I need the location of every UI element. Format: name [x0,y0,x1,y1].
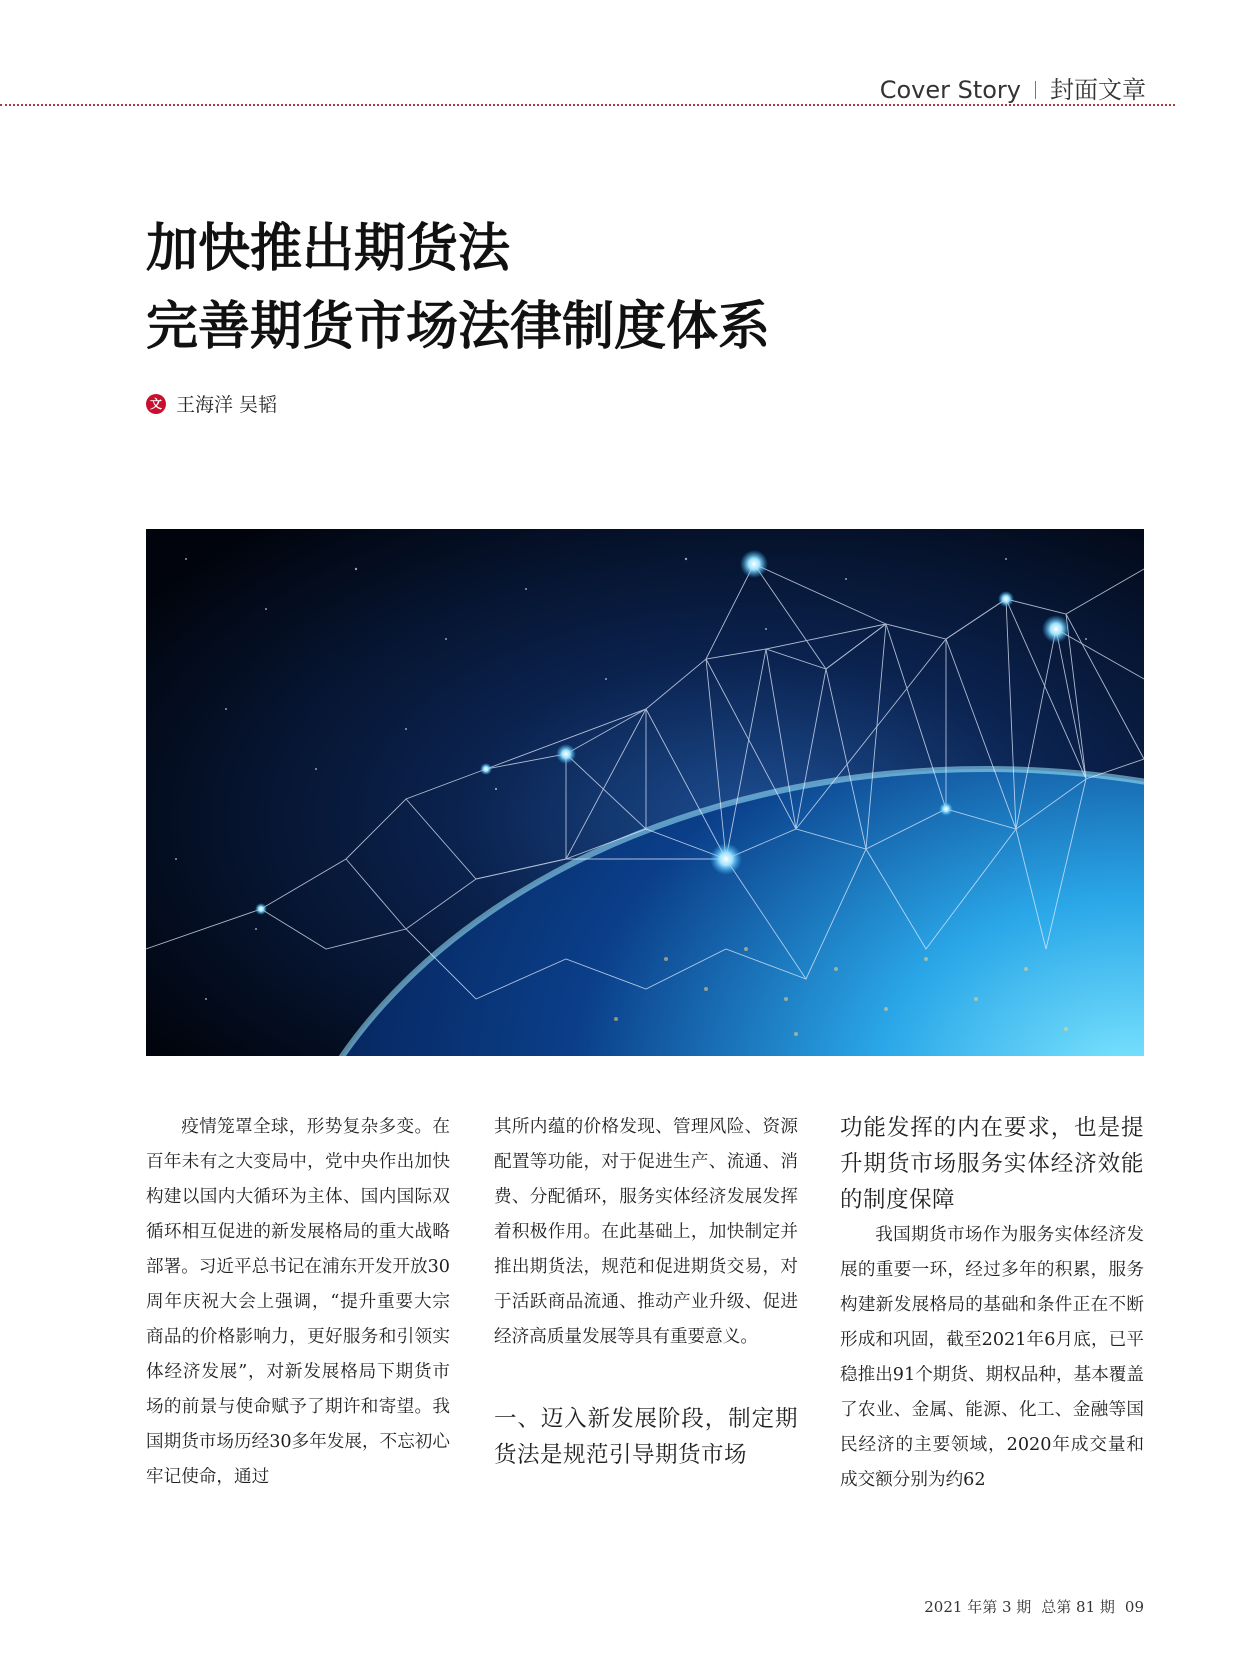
section-label-cn: 封面文章 [1050,76,1146,104]
page-footer [914,1596,1144,1617]
paragraph-section-1: 我国期货市场作为服务实体经济发展的重要一环，经过多年的积累，服务构建新发展格局的基础和条件正在不断形成和巩固，截至2021年6月底，已平稳推出91个期货、期权品种，基本覆盖了农业、金属、能源、化工、金融等国民经济的主要领域，2020年成交量和成交额分别为约62 [840,1225,1144,1490]
text-column-3 [840,1110,1144,1498]
paragraph-intro: 疫情笼罩全球，形势复杂多变。在百年未有之大变局中，党中央作出加快构建以国内大循环为主体、国内国际双循环相互促进的新发展格局的重大战略部署。习近平总书记在浦东开发开放30周年庆祝大会上强调，“提升重要大宗商品的价格影响力，更好服务和引领实体经济发展”，对新发展格局下期货市场的前景与使命赋予了期许和寄望。我国期货市场历经30多年发展，不忘初心牢记使命，通过 [146,1117,450,1487]
authors: 王海洋 吴韬 [176,394,278,416]
author-mark-icon: 文 [146,394,166,414]
header-dotted-rule [0,104,1175,106]
header-divider [1035,81,1036,99]
issue-number: 2021 年第 3 期 [924,1598,1032,1616]
section-label [880,70,1146,105]
text-column-1 [146,1110,450,1495]
globe-network-image [146,529,1144,1056]
page-number: 09 [1124,1598,1144,1616]
paragraph-continued: 其所内蕴的价格发现、管理风险、资源配置等功能，对于促进生产、流通、消费、分配循环，服务实体经济发展发挥着积极作用。在此基础上，加快制定并推出期货法，规范和促进期货交易，对于活跃商品流通、推动产业升级、促进经济高质量发展等具有重要意义。 [494,1117,798,1347]
total-issue-number: 总第 81 期 [1041,1598,1115,1616]
article-title [146,210,770,366]
title-line-1: 加快推出期货法 [146,219,511,279]
hero-image [146,529,1144,1056]
section-heading-1: 一、迈入新发展阶段，制定期货法是规范引导期货市场 [494,1406,798,1468]
section-label-en: Cover Story [879,76,1021,104]
page-header [0,60,1240,110]
text-column-2 [494,1110,798,1473]
title-line-2: 完善期货市场法律制度体系 [146,297,771,357]
byline [146,390,277,417]
section-heading-1-continued: 功能发挥的内在要求，也是提升期货市场服务实体经济效能的制度保障 [840,1115,1144,1213]
